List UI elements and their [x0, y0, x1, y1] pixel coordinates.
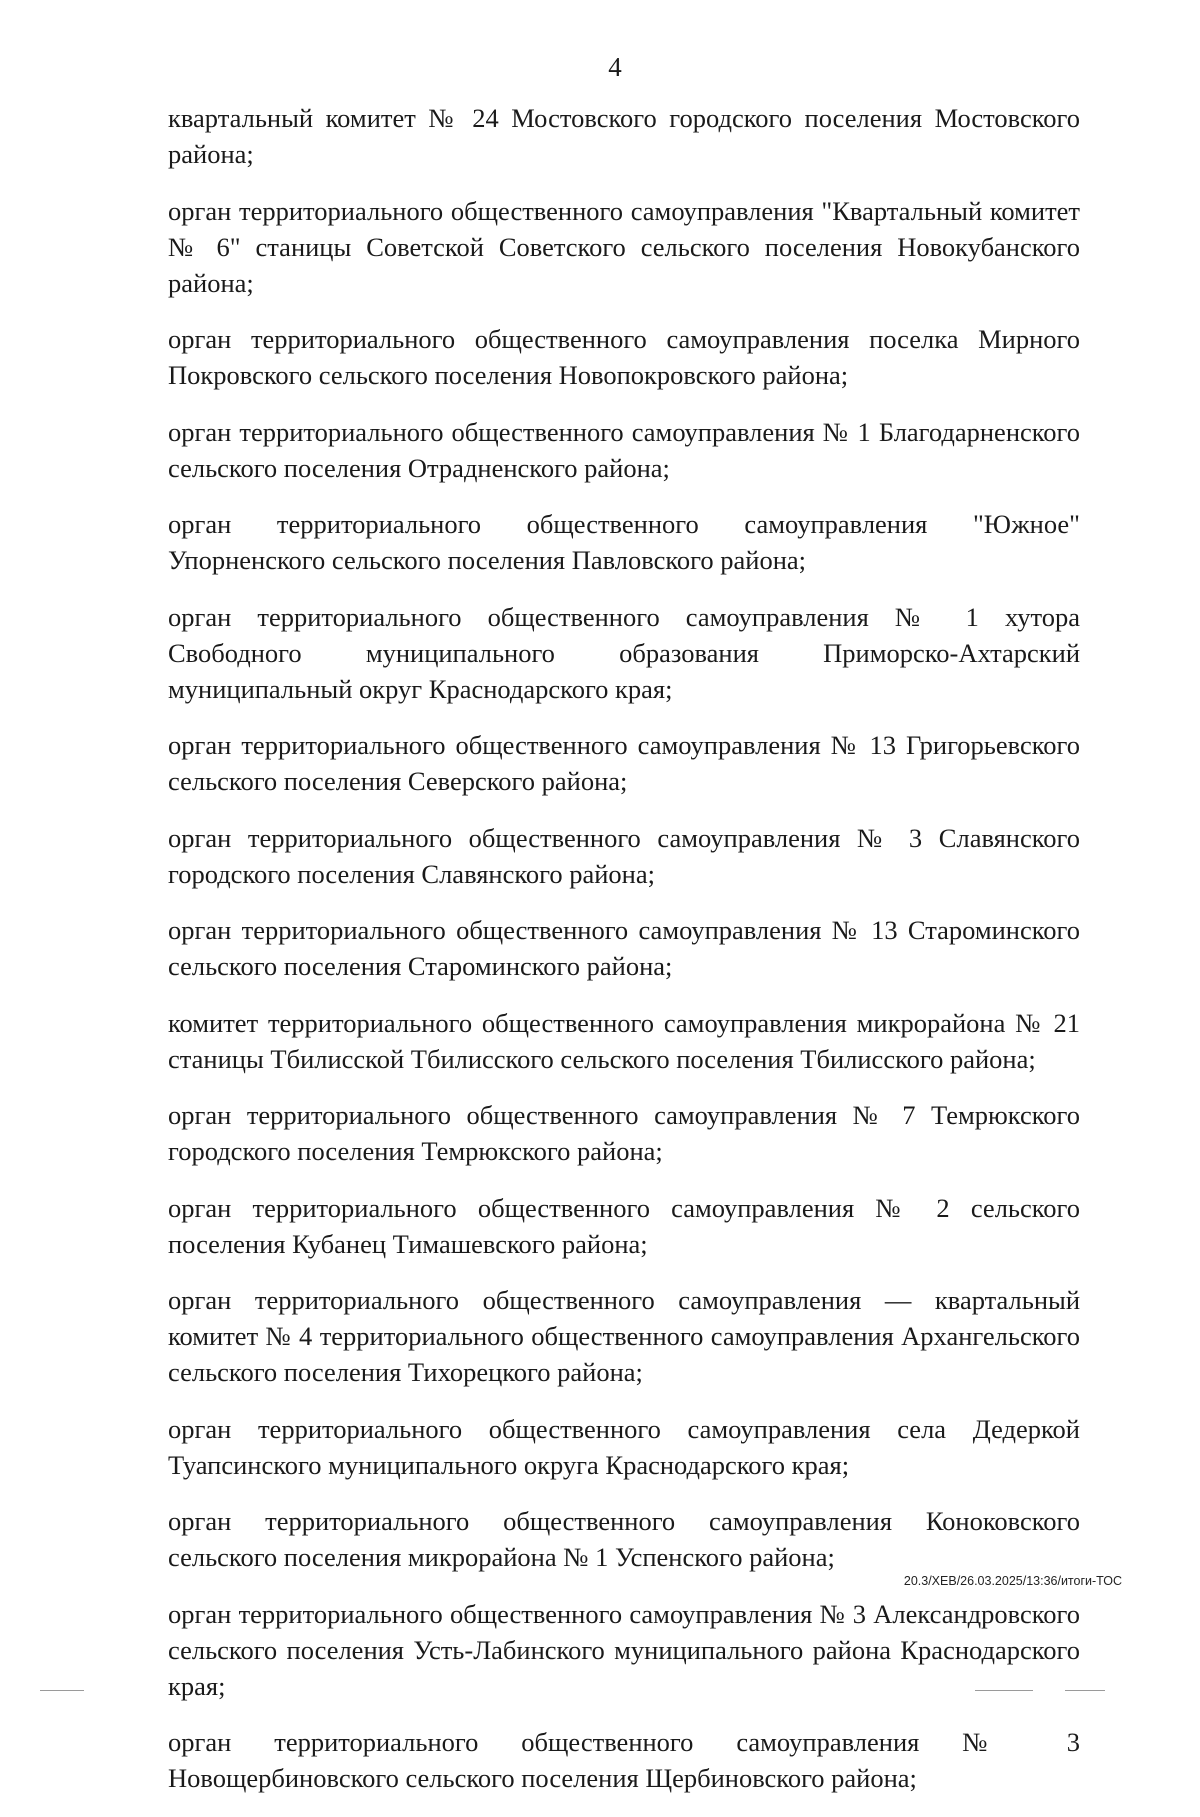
page-number: 4 — [608, 52, 622, 82]
list-item: орган территориального общественного самоуправления "Квартальный комитет № 6" станицы Советской Советского сельского поселения Новокубанского района; — [168, 195, 1080, 298]
list-item: квартальный комитет № 24 Мостовского городского поселения Мостовского района; — [168, 103, 1080, 169]
list-item: комитет территориального общественного самоуправления микрорайона № 21 станицы Тбилисской Тбилисского сельского поселения Тбилисского района; — [168, 1007, 1080, 1074]
list-item: орган территориального общественного самоуправления поселка Мирного Покровского сельского поселения Новопокровского района; — [168, 324, 1080, 390]
list-item: орган территориального общественного самоуправления № 3 Славянского городского поселения Славянского района; — [168, 822, 1080, 889]
list-item: орган территориального общественного самоуправления села Дедеркой Туапсинского муниципального округа Краснодарского края; — [168, 1413, 1080, 1480]
list-item: орган территориального общественного самоуправления № 1 Благодарненского сельского поселения Отрадненского района; — [168, 416, 1080, 483]
list-item: орган территориального общественного самоуправления № 13 Староминского сельского поселения Староминского района; — [168, 915, 1080, 981]
list-item: орган территориального общественного самоуправления № 2 сельского поселения Кубанец Тимашевского района; — [168, 1192, 1080, 1259]
list-item: орган территориального общественного самоуправления — квартальный комитет № 4 территориального общественного самоуправления Архангельского сельского поселения Тихорецкого района; — [168, 1285, 1080, 1387]
document-body — [168, 100, 1080, 1817]
list-item: орган территориального общественного самоуправления № 3 Новощербиновского сельского поселения Щербиновского района; — [168, 1727, 1080, 1793]
scan-artifact — [975, 1690, 1033, 1691]
list-item: орган территориального общественного самоуправления № 13 Григорьевского сельского поселения Северского района; — [168, 730, 1080, 796]
scan-artifact — [1065, 1690, 1105, 1691]
document-code: 20.3/ХЕВ/26.03.2025/13:36/итоги-ТОС — [903, 1574, 1122, 1588]
list-item: орган территориального общественного самоуправления № 7 Темрюкского городского поселения Темрюкского района; — [168, 1100, 1080, 1166]
list-item: орган территориального общественного самоуправления Коноковского сельского поселения микрорайона № 1 Успенского района; — [168, 1506, 1080, 1572]
list-item: орган территориального общественного самоуправления "Южное" Упорненского сельского поселения Павловского района; — [168, 509, 1080, 575]
scan-artifact — [40, 1690, 84, 1691]
list-item: орган территориального общественного самоуправления № 3 Александровского сельского поселения Усть-Лабинского муниципального района Краснодарского края; — [168, 1598, 1080, 1701]
list-item: орган территориального общественного самоуправления № 1 хутора Свободного муниципального образования Приморско-Ахтарский муниципальный округ Краснодарского края; — [168, 601, 1080, 704]
